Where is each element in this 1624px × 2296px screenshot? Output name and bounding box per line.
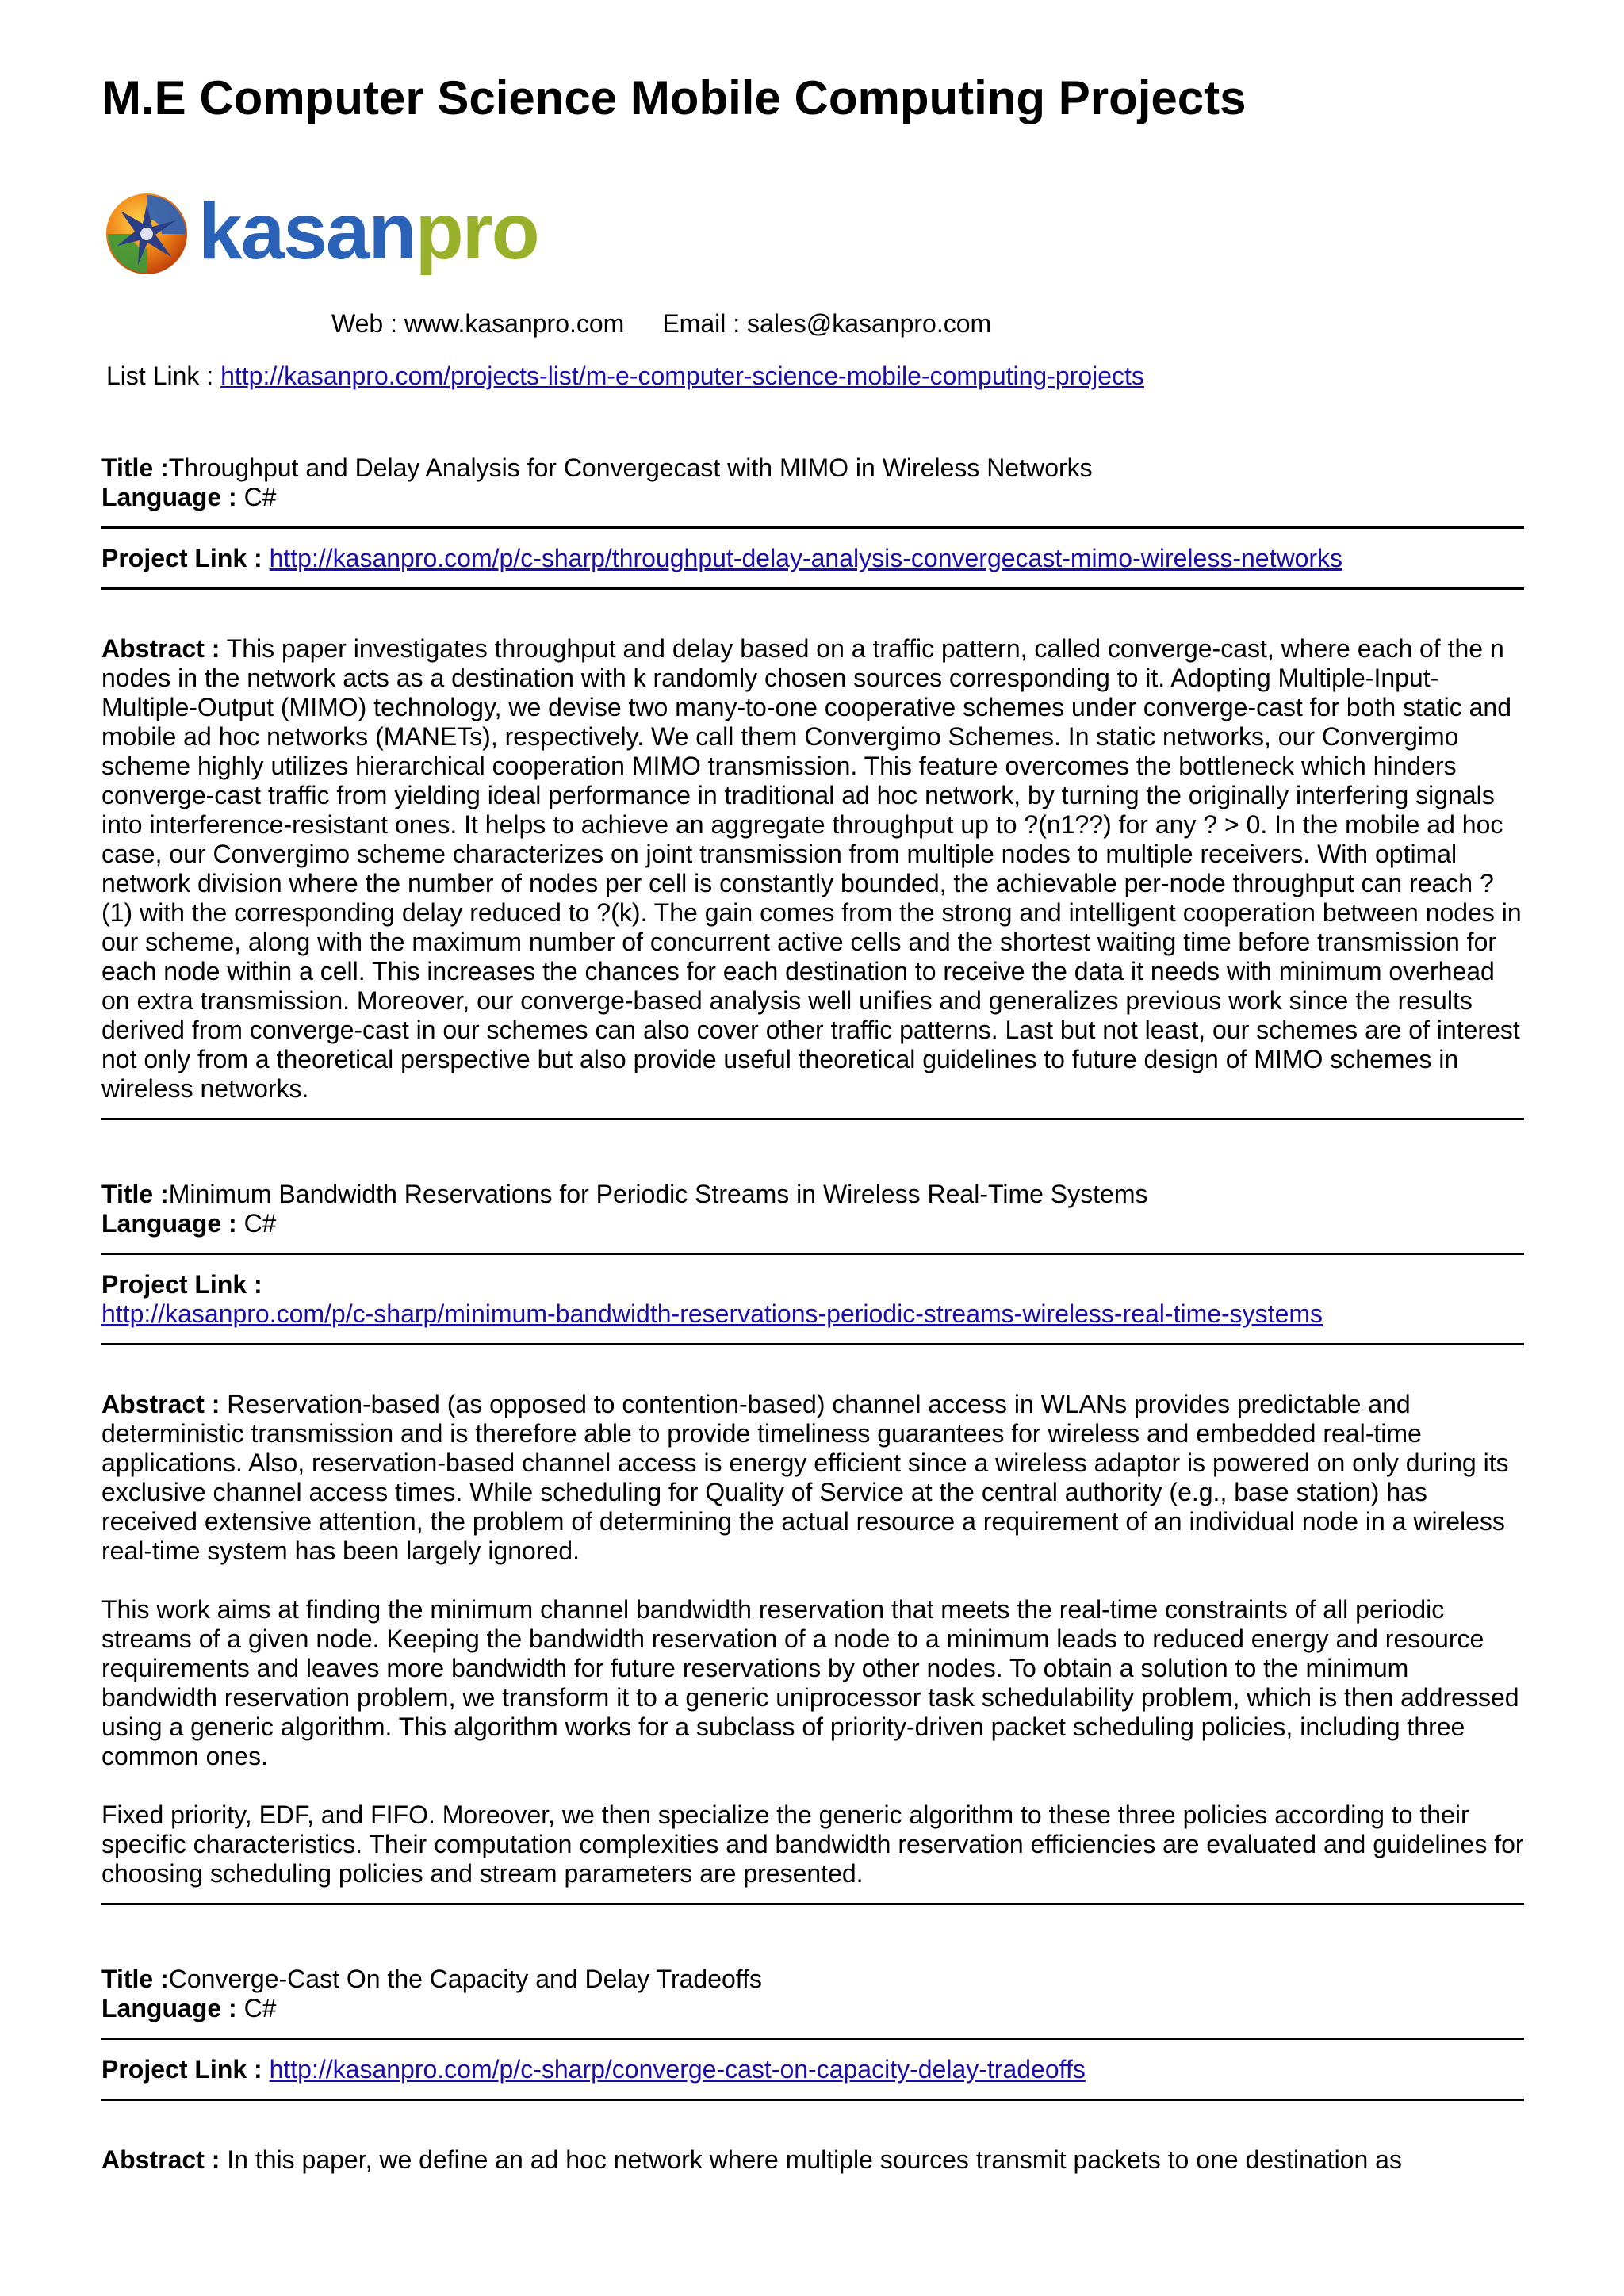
list-link-label: List Link : [106, 362, 214, 390]
project-link[interactable]: http://kasanpro.com/p/c-sharp/minimum-bandwidth-reservations-periodic-streams-wireless-real-time-systems [102, 1299, 1323, 1328]
project-language-row [102, 1209, 1524, 1238]
project-title: Converge-Cast On the Capacity and Delay Tradeoffs [168, 1965, 762, 1993]
project-language: C# [243, 1209, 277, 1238]
divider [102, 2038, 1524, 2040]
project-header [102, 1180, 1524, 1238]
language-label: Language : [102, 483, 237, 511]
project-link-label: Project Link : [102, 1270, 262, 1299]
project-abstract [102, 2145, 1524, 2175]
email-label: Email : [662, 309, 741, 338]
abstract-paragraph [102, 1390, 1524, 1566]
abstract-paragraph: This work aims at finding the minimum channel bandwidth reservation that meets the real-time constraints of all periodic streams of a given node. Keeping the bandwidth reservation of a node to a minimum leads to reduced energy and resource requirements and leaves more bandwidth for future reservations by other nodes. To obtain a solution to the minimum bandwidth reservation problem, we transform it to a generic uniprocessor task schedulability problem, which is then addressed using a generic algorithm. This algorithm works for a subclass of priority-driven packet scheduling policies, including three common ones. [102, 1595, 1519, 1770]
divider [102, 1253, 1524, 1255]
language-label: Language : [102, 1209, 237, 1238]
project-title-row [102, 453, 1524, 483]
project-link-row [102, 544, 1524, 573]
divider [102, 587, 1524, 590]
project-title-row [102, 1965, 1524, 1994]
abstract-text: Reservation-based (as opposed to contention-based) channel access in WLANs provides predictable and deterministic transmission and is therefore able to provide timeliness guarantees for wireless and embedded real-time applications. Also, reservation-based channel access is energy efficient since a wireless adaptor is powered on only during its exclusive channel access times. While scheduling for Quality of Service at the central authority (e.g., base station) has received extensive attention, the problem of determining the actual resource a requirement of an individual node in a wireless real-time system has been largely ignored. [102, 1390, 1509, 1565]
web-label: Web : [331, 309, 397, 338]
divider [102, 2099, 1524, 2101]
project-title: Minimum Bandwidth Reservations for Periodic Streams in Wireless Real-Time Systems [168, 1180, 1148, 1208]
abstract-label: Abstract : [102, 634, 220, 663]
contact-line [331, 306, 991, 341]
kasanpro-logo [103, 187, 538, 284]
abstract-label: Abstract : [102, 1390, 220, 1418]
divider [102, 526, 1524, 529]
project-link-label: Project Link : [102, 2055, 262, 2084]
abstract-paragraph [102, 634, 1524, 1104]
project-language: C# [243, 483, 277, 511]
web-address: www.kasanpro.com [404, 309, 625, 338]
project-link[interactable]: http://kasanpro.com/p/c-sharp/converge-cast-on-capacity-delay-tradeoffs [269, 2055, 1086, 2084]
divider [102, 1903, 1524, 1905]
project-language-row [102, 1994, 1524, 2023]
email-address: sales@kasanpro.com [747, 309, 992, 338]
project-link[interactable]: http://kasanpro.com/p/c-sharp/throughput-delay-analysis-convergecast-mimo-wireless-networks [269, 544, 1343, 572]
project-link-label: Project Link : [102, 544, 262, 572]
project-link-row [102, 1270, 1524, 1329]
page-title: M.E Computer Science Mobile Computing Projects [102, 71, 1247, 124]
project-item [102, 1965, 1524, 2175]
project-list [102, 453, 1524, 2175]
project-abstract [102, 1390, 1524, 1888]
project-header [102, 453, 1524, 512]
logo-text-pro: pro [415, 187, 538, 276]
title-label: Title : [102, 1180, 169, 1208]
project-language-row [102, 483, 1524, 512]
logo-wordmark [198, 184, 538, 279]
abstract-paragraph: Fixed priority, EDF, and FIFO. Moreover, we then specialize the generic algorithm to these three policies according to their specific characteristics. Their computation complexities and bandwidth reservation efficiencies are evaluated and guidelines for choosing scheduling policies and stream parameters are presented. [102, 1800, 1524, 1888]
project-item [102, 453, 1524, 1120]
project-title: Throughput and Delay Analysis for Convergecast with MIMO in Wireless Networks [168, 453, 1093, 482]
list-link[interactable]: http://kasanpro.com/projects-list/m-e-computer-science-mobile-computing-projects [220, 362, 1144, 390]
project-language: C# [243, 1994, 277, 2022]
project-header [102, 1965, 1524, 2023]
abstract-paragraph [102, 2145, 1524, 2175]
logo-letter-k: k [198, 187, 241, 276]
project-link-row [102, 2055, 1524, 2084]
abstract-text: This paper investigates throughput and delay based on a traffic pattern, called converge-cast, where each of the n nodes in the network acts as a destination with k randomly chosen sources corresponding to it. Adopting Multiple-Input-Multiple-Output (MIMO) technology, we devise two many-to-one cooperative schemes under converge-cast for both static and mobile ad hoc networks (MANETs), respectively. We call them Convergimo Schemes. In static networks, our Convergimo scheme highly utilizes hierarchical cooperation MIMO transmission. This feature overcomes the bottleneck which hinders converge-cast traffic from yielding ideal performance in traditional ad hoc network, by turning the originally interfering signals into interference-resistant ones. It helps to achieve an aggregate throughput up to ?(n1??) for any ? > 0. In the mobile ad hoc case, our Convergimo scheme characterizes on joint transmission from multiple nodes to multiple receivers. With optimal network division where the number of nodes per cell is constantly bounded, the achievable per-node throughput can reach ?(1) with the corresponding delay reduced to ?(k). The gain comes from the strong and intelligent cooperation between nodes in our scheme, along with the maximum number of concurrent active cells and the shortest waiting time before transmission for each node within a cell. This increases the chances for each destination to receive the data it needs with minimum overhead on extra transmission. Moreover, our converge-based analysis well unifies and generalizes previous work since the results derived from converge-cast in our schemes can also cover other traffic patterns. Last but not least, our schemes are of interest not only from a theoretical perspective but also provide useful theoretical guidelines to future design of MIMO schemes in wireless networks. [102, 634, 1522, 1103]
divider [102, 1343, 1524, 1345]
logo-text-asan: asan [240, 187, 416, 276]
project-item [102, 1180, 1524, 1905]
abstract-label: Abstract : [102, 2145, 220, 2174]
divider [102, 1118, 1524, 1120]
title-label: Title : [102, 453, 169, 482]
abstract-text: In this paper, we define an ad hoc network where multiple sources transmit packets to one destination as [227, 2145, 1402, 2174]
project-abstract [102, 634, 1524, 1104]
project-title-row [102, 1180, 1524, 1209]
language-label: Language : [102, 1994, 237, 2022]
kasanpro-star-logo-icon [103, 190, 190, 277]
list-link-line [106, 358, 1144, 393]
title-label: Title : [102, 1965, 169, 1993]
